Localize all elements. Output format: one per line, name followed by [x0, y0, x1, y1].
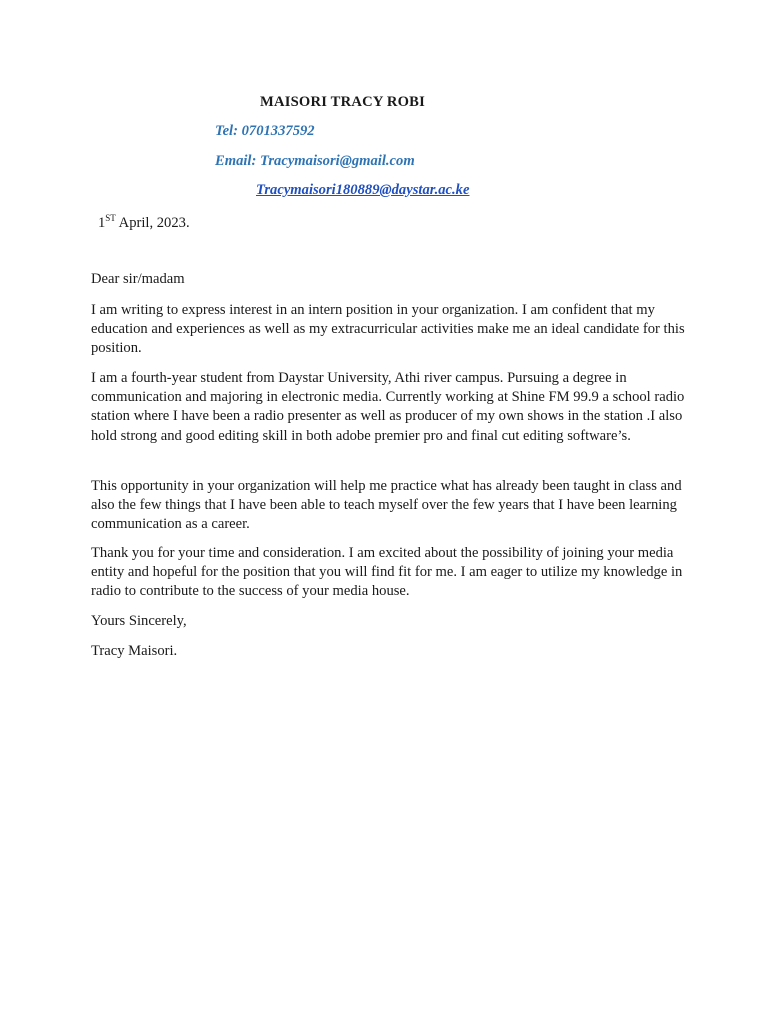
date-suffix: ST: [105, 213, 116, 223]
email-secondary-link[interactable]: Tracymaisori180889@daystar.ac.ke: [256, 182, 470, 198]
email-primary: Tracymaisori@gmail.com: [260, 153, 415, 169]
email-line: [215, 153, 415, 170]
applicant-name: MAISORI TRACY ROBI: [260, 94, 425, 110]
paragraph-intro: I am writing to express interest in an intern position in your organization. I am confident that my education and experiences as well as my extracurricular activities make me an ideal candidate for this position.: [91, 302, 685, 357]
date-day: 1: [98, 215, 106, 231]
closing: Yours Sincerely,: [91, 613, 187, 629]
email-label: Email:: [215, 153, 260, 169]
salutation: Dear sir/madam: [91, 271, 185, 287]
letter-date: [98, 213, 190, 232]
telephone-line: Tel: 0701337592: [215, 123, 315, 139]
paragraph-opportunity: This opportunity in your organization will help me practice what has already been taught in class and also the few things that I have been able to teach myself over the few years that I have been learning communication as a career.: [91, 478, 682, 533]
paragraph-thanks: Thank you for your time and consideration. I am excited about the possibility of joining your media entity and hopeful for the position that you will find fit for me. I am eager to utilize my knowledge in radio to contribute to the success of your media house.: [91, 545, 683, 600]
date-rest: April, 2023.: [115, 215, 190, 231]
paragraph-background: I am a fourth-year student from Daystar University, Athi river campus. Pursuing a degree in communication and majoring in electronic media. Currently working at Shine FM 99.9 a school radio station where I have been a radio presenter as well as producer of my own shows in the station .I also hold strong and good editing skill in both adobe premier pro and final cut editing software’s.: [91, 370, 685, 444]
signature: Tracy Maisori.: [91, 643, 178, 659]
